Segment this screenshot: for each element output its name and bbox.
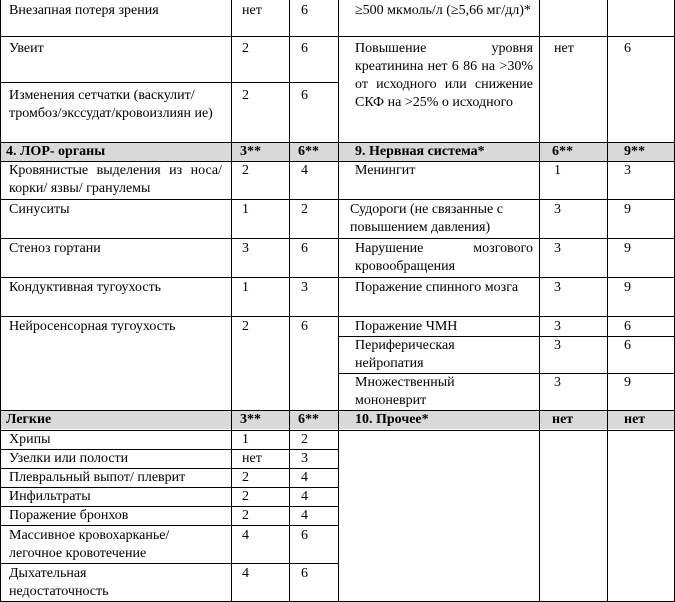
left-row-name: Дыхательная недостаточность — [9, 566, 109, 599]
left-row-name: Узелки или полости — [9, 451, 129, 466]
left-row-value-b: 4 — [301, 470, 308, 485]
grid-line — [338, 36, 675, 37]
grid-line — [338, 316, 675, 317]
left-row-name: Хрипы — [9, 432, 51, 447]
left-row-name: Внезапная потеря зрения — [9, 3, 159, 18]
left-row-value-b: 6 — [301, 41, 308, 56]
section-header-lungs: Легкие — [0, 411, 231, 429]
left-row-value-b: 6 — [301, 566, 308, 581]
grid-line — [0, 563, 339, 564]
right-row-value-a: 1 — [554, 163, 561, 178]
right-row-value-a: 3 — [554, 375, 561, 390]
grid-line — [338, 238, 675, 239]
left-row-value-b: 3 — [301, 451, 308, 466]
left-row-name: Увеит — [9, 41, 44, 56]
right-row-value-a: нет — [554, 41, 574, 56]
right-row-value-b: 9 — [624, 375, 631, 390]
left-row-name: Изменения сетчатки (васкулит/ тромбоз/экссудат/кровоизлиян ие) — [9, 88, 213, 121]
left-row-name: Нейросенсорная тугоухость — [9, 319, 176, 334]
right-row-name: Поражение спинного мозга — [355, 280, 519, 295]
left-row-name: Стеноз гортани — [9, 241, 101, 256]
left-row-value-b: 6 — [301, 319, 308, 334]
grid-line — [539, 0, 540, 602]
left-row-value-a: 3 — [242, 241, 249, 256]
left-row-name: Синуситы — [9, 202, 70, 217]
right-row-name: Повышение уровня креатинина нет 6 86 на >30% от исходного или снижение СКФ на >25% о исходного — [355, 41, 533, 110]
grid-line — [0, 277, 339, 278]
left-row-value-b: 4 — [301, 163, 308, 178]
left-row-value-a: нет — [242, 3, 262, 18]
right-row-value-b: 9 — [624, 202, 631, 217]
grid-line — [338, 373, 675, 374]
left-row-value-b: 3 — [301, 280, 308, 295]
grid-line — [0, 430, 675, 431]
section-header-value-b: нет — [608, 411, 674, 429]
section-header-other: 10. Прочее* — [339, 411, 539, 429]
grid-line — [0, 468, 339, 469]
right-row-name: Периферическая нейропатия — [355, 338, 455, 371]
left-row-value-a: 1 — [242, 280, 249, 295]
left-row-value-a: нет — [242, 451, 262, 466]
grid-line — [338, 199, 675, 200]
right-row-name: Нарушение мозгового кровообращения — [355, 241, 533, 274]
left-row-name: Кондуктивная тугоухость — [9, 280, 162, 295]
left-row-name: Кровянистые выделения из носа/ корки/ язвы/ гранулемы — [9, 163, 222, 196]
grid-line — [0, 142, 675, 143]
grid-line — [0, 161, 675, 162]
right-row-value-a: 3 — [554, 202, 561, 217]
grid-line — [0, 487, 339, 488]
grid-line — [0, 525, 339, 526]
grid-line — [607, 0, 608, 602]
left-row-value-a: 4 — [242, 528, 249, 543]
grid-line — [0, 0, 1, 602]
grid-line — [0, 506, 339, 507]
section-header-value-a: 6** — [540, 143, 607, 161]
grid-line — [0, 36, 339, 37]
grid-line — [0, 316, 339, 317]
left-row-name: Массивное кровохарканье/ легочное кровотечение — [9, 528, 170, 561]
grid-line — [231, 0, 232, 602]
grid-line — [0, 199, 339, 200]
left-row-value-a: 4 — [242, 566, 249, 581]
right-row-name: Поражение ЧМН — [355, 319, 458, 334]
right-row-value-b: 6 — [624, 338, 631, 353]
section-header-name: 4. ЛОР- органы — [6, 144, 106, 159]
right-row-value-b: 6 — [624, 319, 631, 334]
grid-line — [289, 0, 290, 602]
right-row-value-b: 9 — [624, 280, 631, 295]
grid-line — [338, 277, 675, 278]
left-row-value-b: 2 — [301, 202, 308, 217]
left-row-value-a: 2 — [242, 41, 249, 56]
section-header-value-b: 6** — [290, 411, 338, 429]
left-row-value-a: 2 — [242, 88, 249, 103]
right-row-value-a: 3 — [554, 319, 561, 334]
left-row-value-a: 2 — [242, 470, 249, 485]
grid-line — [338, 336, 675, 337]
section-header-value-a: 3** — [232, 411, 289, 429]
section-header-value-a: нет — [540, 411, 607, 429]
left-row-value-b: 6 — [301, 3, 308, 18]
right-row-name: Судороги (не связанные с повышением давления) — [350, 202, 503, 235]
left-row-value-a: 1 — [242, 202, 249, 217]
left-row-value-a: 2 — [242, 508, 249, 523]
section-header-value-b: 6** — [290, 143, 338, 161]
left-row-value-b: 6 — [301, 241, 308, 256]
grid-line — [0, 410, 675, 411]
left-row-value-a: 2 — [242, 163, 249, 178]
left-row-value-b: 4 — [301, 489, 308, 504]
left-row-value-b: 4 — [301, 508, 308, 523]
grid-line — [338, 0, 339, 602]
grid-line — [0, 449, 339, 450]
right-row-value-b: 9 — [624, 241, 631, 256]
left-row-value-b: 2 — [301, 432, 308, 447]
grid-line — [0, 82, 339, 83]
grid-line — [0, 238, 339, 239]
section-header-ent — [0, 143, 231, 161]
left-row-name: Плевральный выпот/ плеврит — [9, 470, 186, 485]
right-row-value-b: 3 — [624, 163, 631, 178]
right-row-value-b: 6 — [624, 41, 631, 56]
left-row-name: Инфильтраты — [9, 489, 91, 504]
left-row-value-b: 6 — [301, 88, 308, 103]
right-row-value-a: 3 — [554, 241, 561, 256]
section-header-nervous: 9. Нервная система* — [339, 143, 539, 161]
right-row-name: Множественный мононеврит — [355, 375, 455, 408]
left-row-value-b: 6 — [301, 528, 308, 543]
section-header-value-a: 3** — [232, 143, 289, 161]
right-row-name: ≥500 мкмоль/л (≥5,66 мг/дл)* — [355, 3, 531, 18]
section-header-value-b: 9** — [608, 143, 674, 161]
left-row-value-a: 2 — [242, 489, 249, 504]
left-row-value-a: 2 — [242, 319, 249, 334]
left-row-name: Поражение бронхов — [9, 508, 129, 523]
left-row-value-a: 1 — [242, 432, 249, 447]
right-row-value-a: 3 — [554, 338, 561, 353]
right-row-name: Менингит — [355, 163, 416, 178]
right-row-value-a: 3 — [554, 280, 561, 295]
